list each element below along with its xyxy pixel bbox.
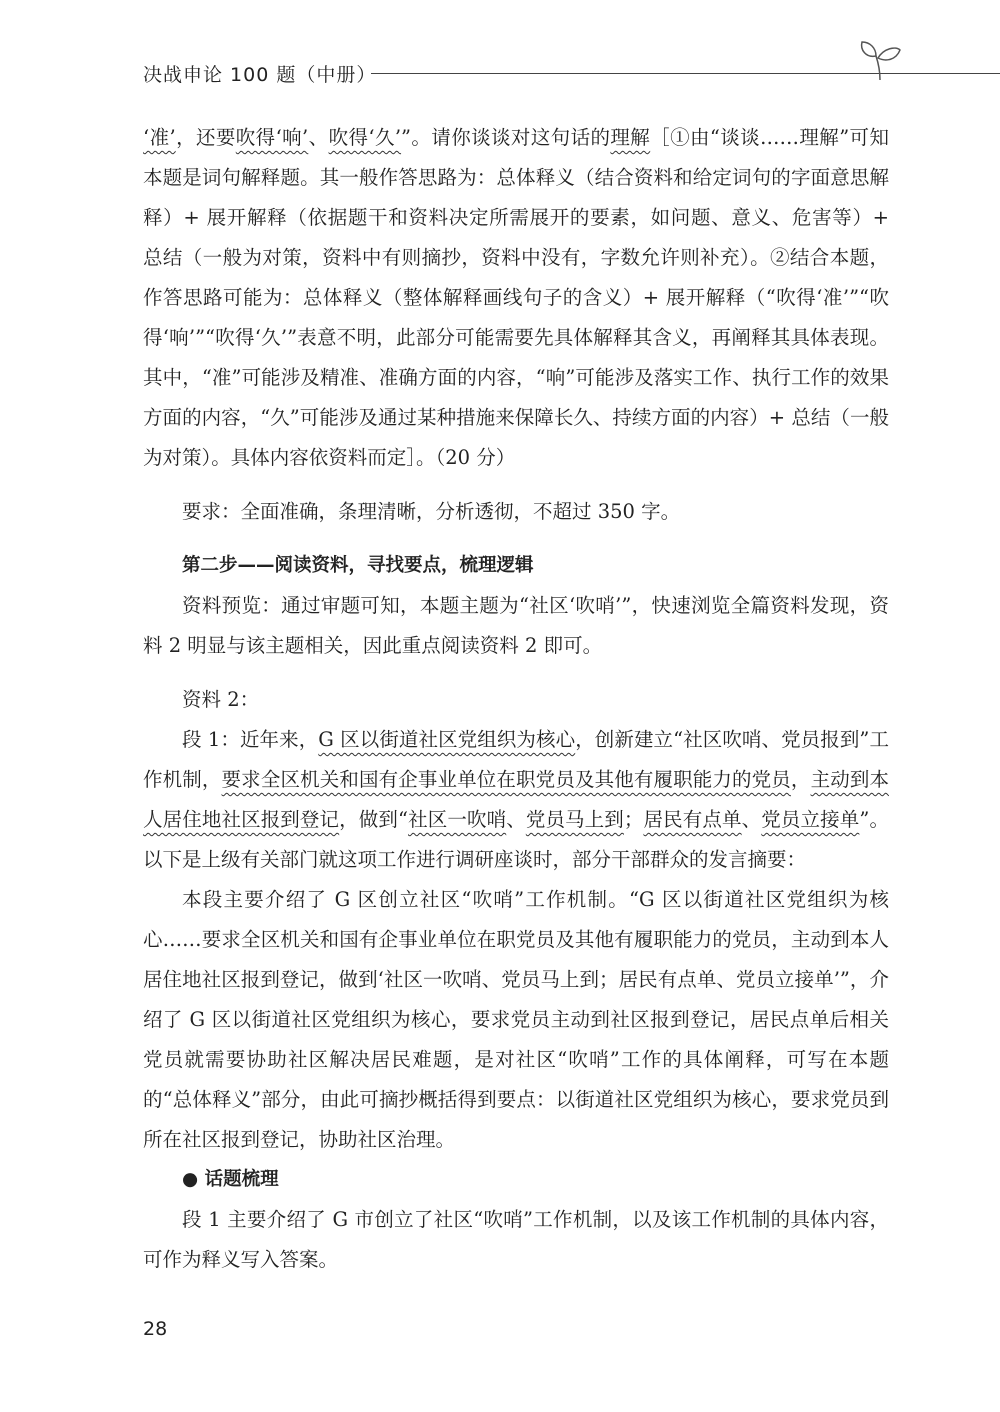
topic-heading: ● 话题梳理 bbox=[182, 1169, 279, 1190]
question-paragraph: ‘准’，还要吹得‘响’、吹得‘久’”。请你谈谈对这句话的理解［①由“谈谈……理解”可知本题是词句解释题。其一般作答思路为：总体释义（结合资料和给定词句的字面意思解释）+ 展开解释（依据题干和资料决定所需展开的要素，如问题、意义、危害等）+ 总结（一般为对策，资料中有则摘抄，资料中没有，字数允许则补充）。②结合本题，作答思路可能为：总体释义（整体解释画线句子的含义）+ 展开解释（“吹得‘准’”“吹得‘响’”“吹得‘久’”表意不明，此部分可能需要先具体解释其含义，再阐释其具体表现。其中，“准”可能涉及精准、准确方面的内容，“响”可能涉及落实工作、执行工作的效果方面的内容，“久”可能涉及通过某种措施来保障长久、持续方面的内容）+ 总结（一般为对策）。具体内容依资料而定］。（20 分） bbox=[143, 126, 889, 469]
material-preview: 资料预览：通过审题可知，本题主题为“社区‘吹哨’”，快速浏览全篇资料发现，资料 2 明显与该主题相关，因此重点阅读资料 2 即可。 bbox=[143, 594, 889, 657]
page-header bbox=[143, 52, 903, 92]
underlined-text: 要求全区机关和国有企事业单位在职党员及其他有履职能力的党员 bbox=[221, 768, 791, 791]
underlined-text: ‘准’ bbox=[143, 126, 176, 149]
step-heading: 第二步——阅读资料，寻找要点，梳理逻辑 bbox=[182, 555, 534, 576]
material-label: 资料 2： bbox=[182, 688, 260, 711]
underlined-text: 主动到本人居住地社区报到登记 bbox=[143, 768, 889, 831]
underlined-text: G 区以街道社区党组织为核心 bbox=[318, 728, 576, 751]
bullet-icon: ● bbox=[182, 1169, 199, 1190]
page-content bbox=[143, 118, 889, 1280]
underlined-text: 党员立接单 bbox=[761, 808, 860, 831]
summary-paragraph: 段 1 主要介绍了 G 市创立了社区“吹哨”工作机制，以及该工作机制的具体内容，可作为释义写入答案。 bbox=[143, 1208, 889, 1271]
analysis-paragraph: 本段主要介绍了 G 区创立社区“吹哨”工作机制。“G 区以街道社区党组织为核心……要求全区机关和国有企事业单位在职党员及其他有履职能力的党员，主动到本人居住地社区报到登记，做到‘社区一吹哨、党员马上到；居民有点单、党员立接单’”，介绍了 G 区以街道社区党组织为核心，要求党员主动到社区报到登记，居民点单后相关党员就需要协助社区解决居民难题，是对社区“吹哨”工作的具体阐释，可写在本题的“总体释义”部分，由此可摘抄概括得到要点：以街道社区党组织为核心，要求党员到所在社区报到登记，协助社区治理。 bbox=[143, 888, 889, 1151]
requirement: 要求：全面准确，条理清晰，分析透彻，不超过 350 字。 bbox=[182, 500, 681, 523]
page-number: 28 bbox=[143, 1318, 168, 1340]
underlined-text: 理解 bbox=[610, 126, 651, 149]
underlined-text: 吹得‘久’ bbox=[328, 126, 402, 149]
sprout-leaf-icon bbox=[856, 36, 904, 84]
material-paragraph-1: 段 1：近年来，G 区以街道社区党组织为核心，创新建立“社区吹哨、党员报到”工作机制，要求全区机关和国有企事业单位在职党员及其他有履职能力的党员，主动到本人居住地社区报到登记，做到“社区一吹哨、党员马上到；居民有点单、党员立接单”。以下是上级有关部门就这项工作进行调研座谈时，部分干部群众的发言摘要： bbox=[143, 728, 889, 871]
underlined-text: 吹得‘响’ bbox=[235, 126, 309, 149]
book-title: 决战申论 100 题（中册） bbox=[143, 64, 377, 86]
underlined-text: 居民有点单 bbox=[643, 808, 742, 831]
underlined-text: 党员马上到 bbox=[525, 808, 624, 831]
underlined-text: 社区一吹哨 bbox=[408, 808, 507, 831]
header-rule bbox=[371, 73, 1000, 74]
